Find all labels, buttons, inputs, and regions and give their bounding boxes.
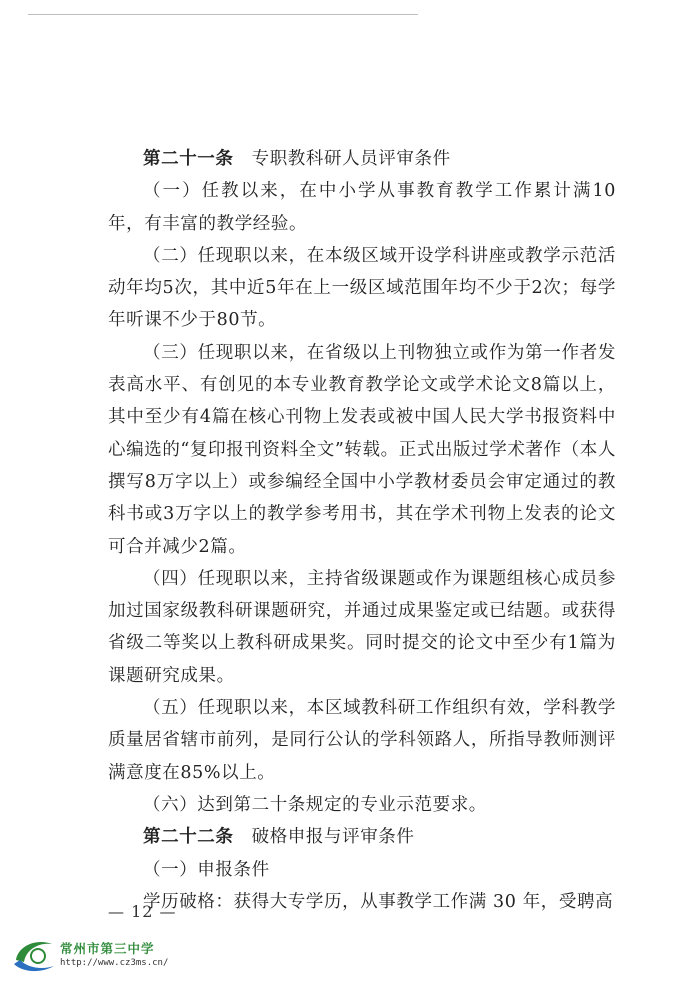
- paragraph: （五）任现职以来，本区域教科研工作组织有效，学科教学质量居省辖市前列，是同行公认的学科领路人，所指导教师测评满意度在85%以上。: [108, 698, 616, 783]
- page-number: — 12 —: [108, 902, 177, 921]
- paragraph: 学历破格：获得大专学历，从事教学工作满 30 年，受聘高: [143, 891, 614, 912]
- paragraph: （六）达到第二十条规定的专业示范要求。: [143, 794, 487, 815]
- article-title: 破格申报与评审条件: [233, 827, 415, 848]
- paragraph: （一）任教以来，在中小学从事教育教学工作累计满10年，有丰富的教学经验。: [108, 181, 616, 234]
- article-number: 第二十二条: [143, 827, 234, 848]
- school-url[interactable]: http://www.cz3ms.cn/: [60, 958, 169, 968]
- article-number: 第二十一条: [143, 149, 234, 169]
- paragraph: （一）申报条件: [143, 859, 270, 880]
- paragraph: （三）任现职以来，在省级以上刊物独立或作为第一作者发表高水平、有创见的本专业教育教学论文或学术论文8篇以上，其中至少有4篇在核心刊物上发表或被中国人民大学书报资料中心编选的“复印报刊资料全文”转载。正式出版过学术著作（本人撰写8万字以上）或参编经全国中小学教材委员会审定通过的教科书或3万字以上的教学参考用书，其在学术刊物上发表的论文可合并减少2篇。: [108, 342, 616, 557]
- article-21-heading: [108, 143, 616, 175]
- article-title: 专职教科研人员评审条件: [233, 149, 451, 169]
- paragraph: （二）任现职以来，在本级区域开设学科讲座或教学示范活动年均5次，其中近5年在上一级区域范围年均不少于2次；每学年听课不少于80节。: [108, 245, 616, 331]
- article-22-heading: [108, 821, 616, 853]
- school-logo: [8, 930, 198, 982]
- school-name: 常州市第三中学: [60, 941, 155, 956]
- document-body: [108, 143, 616, 918]
- paragraph: （四）任现职以来，主持省级课题或作为课题组核心成员参加过国家级教科研课题研究，并通过成果鉴定或已结题。或获得省级二等奖以上教科研成果奖。同时提交的论文中至少有1篇为课题研究成果。: [108, 568, 616, 686]
- header-rule: [28, 14, 418, 15]
- school-logo-icon: [8, 930, 58, 980]
